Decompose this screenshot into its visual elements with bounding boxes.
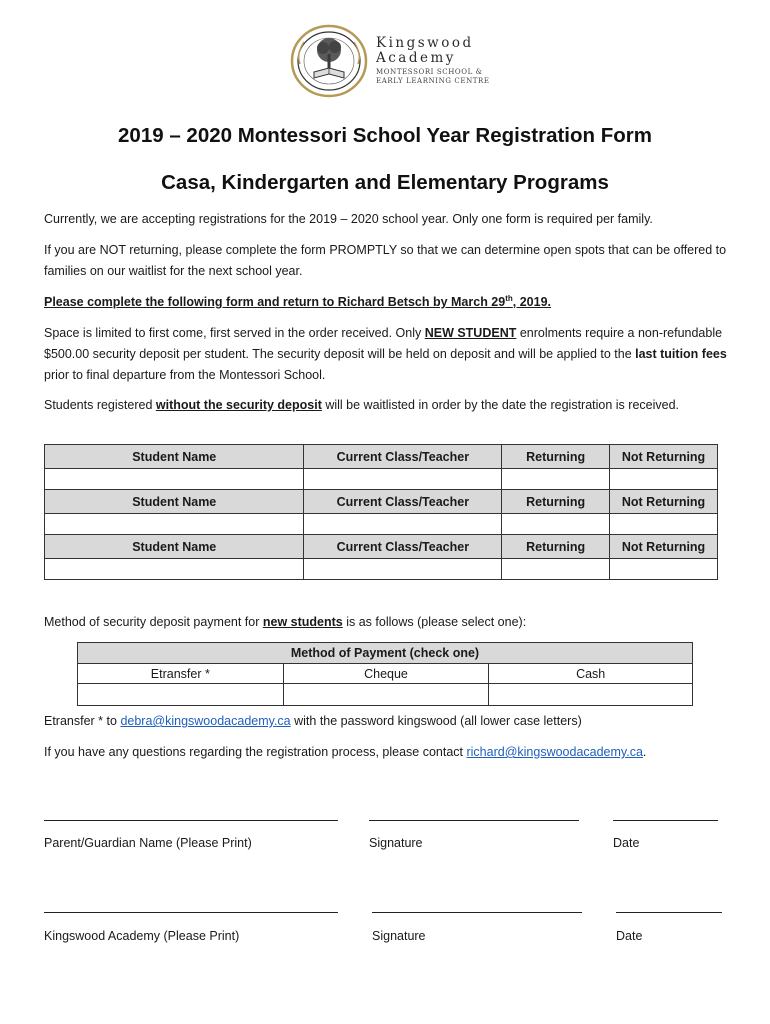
payment-title-row <box>78 643 693 664</box>
table-header-row <box>45 445 718 469</box>
class-teacher-header: Current Class/Teacher <box>304 490 502 514</box>
parent-signature-line[interactable] <box>369 820 579 821</box>
not-returning-header: Not Returning <box>610 535 718 559</box>
deposit-paragraph: Space is limited to first come, first served in the order received. Only NEW STUDENT enrolments require a non-refundable $500.00 security deposit per student. The security deposit will be held on deposit and will be applied to the last tuition fees prior to final departure from the Montessori School. <box>44 326 727 382</box>
table-header-row <box>45 535 718 559</box>
academy-signature-label: Signature <box>372 929 426 943</box>
logo-sub-line1: MONTESSORI SCHOOL & <box>376 68 483 76</box>
etransfer-note: Etransfer * to debra@kingswoodacademy.ca with the password kingswood (all lower case letters) <box>44 714 582 728</box>
returning-field[interactable] <box>502 514 610 535</box>
not-returning-field[interactable] <box>610 514 718 535</box>
school-seal-icon <box>290 24 368 98</box>
table-header-row <box>45 490 718 514</box>
returning-header: Returning <box>502 535 610 559</box>
student-name-field[interactable] <box>45 559 304 580</box>
page-subtitle: Casa, Kindergarten and Elementary Programs <box>161 171 609 194</box>
logo-name-line2: Academy <box>376 50 456 66</box>
class-teacher-header: Current Class/Teacher <box>304 535 502 559</box>
academy-name-label: Kingswood Academy (Please Print) <box>44 929 240 943</box>
deadline-text: Please complete the following form and return to Richard Betsch by March 29th, 2019. <box>44 293 552 309</box>
class-teacher-header: Current Class/Teacher <box>304 445 502 469</box>
page-title: 2019 – 2020 Montessori School Year Registration Form <box>118 124 652 147</box>
parent-name-line[interactable] <box>44 820 338 821</box>
cheque-check-field[interactable] <box>283 684 489 706</box>
table-row <box>45 559 718 580</box>
school-logo <box>288 24 498 98</box>
logo-name-line1: Kingswood <box>376 35 474 51</box>
etransfer-option: Etransfer * <box>78 664 284 684</box>
student-name-field[interactable] <box>45 514 304 535</box>
cash-check-field[interactable] <box>489 684 693 706</box>
not-returning-paragraph: If you are NOT returning, please complete the form PROMPTLY so that we can determine open spots that can be offered to families on our waitlist for the next school year. <box>44 243 727 278</box>
debra-email-link[interactable]: debra@kingswoodacademy.ca <box>120 714 291 728</box>
returning-field[interactable] <box>502 469 610 490</box>
contact-note: If you have any questions regarding the registration process, please contact richard@kingswoodacademy.ca. <box>44 745 647 759</box>
class-teacher-field[interactable] <box>304 469 502 490</box>
student-name-header: Student Name <box>45 445 304 469</box>
logo-sub-line2: EARLY LEARNING CENTRE <box>376 77 490 85</box>
academy-date-line[interactable] <box>616 912 722 913</box>
academy-date-label: Date <box>616 929 643 943</box>
deadline-paragraph <box>44 292 734 313</box>
payment-table <box>77 642 693 706</box>
not-returning-field[interactable] <box>610 559 718 580</box>
parent-signature-label: Signature <box>369 836 423 850</box>
table-row <box>45 469 718 490</box>
new-students-emphasis: new students <box>262 615 343 629</box>
parent-name-label: Parent/Guardian Name (Please Print) <box>44 836 252 850</box>
academy-signature-line[interactable] <box>372 912 582 913</box>
last-tuition-emphasis: last tuition fees <box>635 347 727 361</box>
payment-intro: Method of security deposit payment for new students is as follows (please select one): <box>44 615 527 629</box>
waitlist-paragraph: Students registered without the security deposit will be waitlisted in order by the date the registration is received. <box>44 398 679 412</box>
student-table <box>44 444 718 580</box>
payment-options-row <box>78 664 693 684</box>
intro-paragraph: Currently, we are accepting registrations for the 2019 – 2020 school year. Only one form is required per family. <box>44 212 653 226</box>
not-returning-header: Not Returning <box>610 490 718 514</box>
class-teacher-field[interactable] <box>304 559 502 580</box>
etransfer-check-field[interactable] <box>78 684 284 706</box>
table-row <box>45 514 718 535</box>
parent-date-line[interactable] <box>613 820 718 821</box>
cheque-option: Cheque <box>283 664 489 684</box>
new-student-emphasis: NEW STUDENT <box>424 326 517 340</box>
returning-field[interactable] <box>502 559 610 580</box>
returning-header: Returning <box>502 490 610 514</box>
student-name-header: Student Name <box>45 535 304 559</box>
not-returning-header: Not Returning <box>610 445 718 469</box>
without-deposit-emphasis: without the security deposit <box>155 398 322 412</box>
student-name-field[interactable] <box>45 469 304 490</box>
returning-header: Returning <box>502 445 610 469</box>
class-teacher-field[interactable] <box>304 514 502 535</box>
student-name-header: Student Name <box>45 490 304 514</box>
not-returning-field[interactable] <box>610 469 718 490</box>
payment-check-row <box>78 684 693 706</box>
payment-title: Method of Payment (check one) <box>78 643 693 664</box>
parent-date-label: Date <box>613 836 640 850</box>
cash-option: Cash <box>489 664 693 684</box>
academy-name-line[interactable] <box>44 912 338 913</box>
richard-email-link[interactable]: richard@kingswoodacademy.ca <box>466 745 643 759</box>
